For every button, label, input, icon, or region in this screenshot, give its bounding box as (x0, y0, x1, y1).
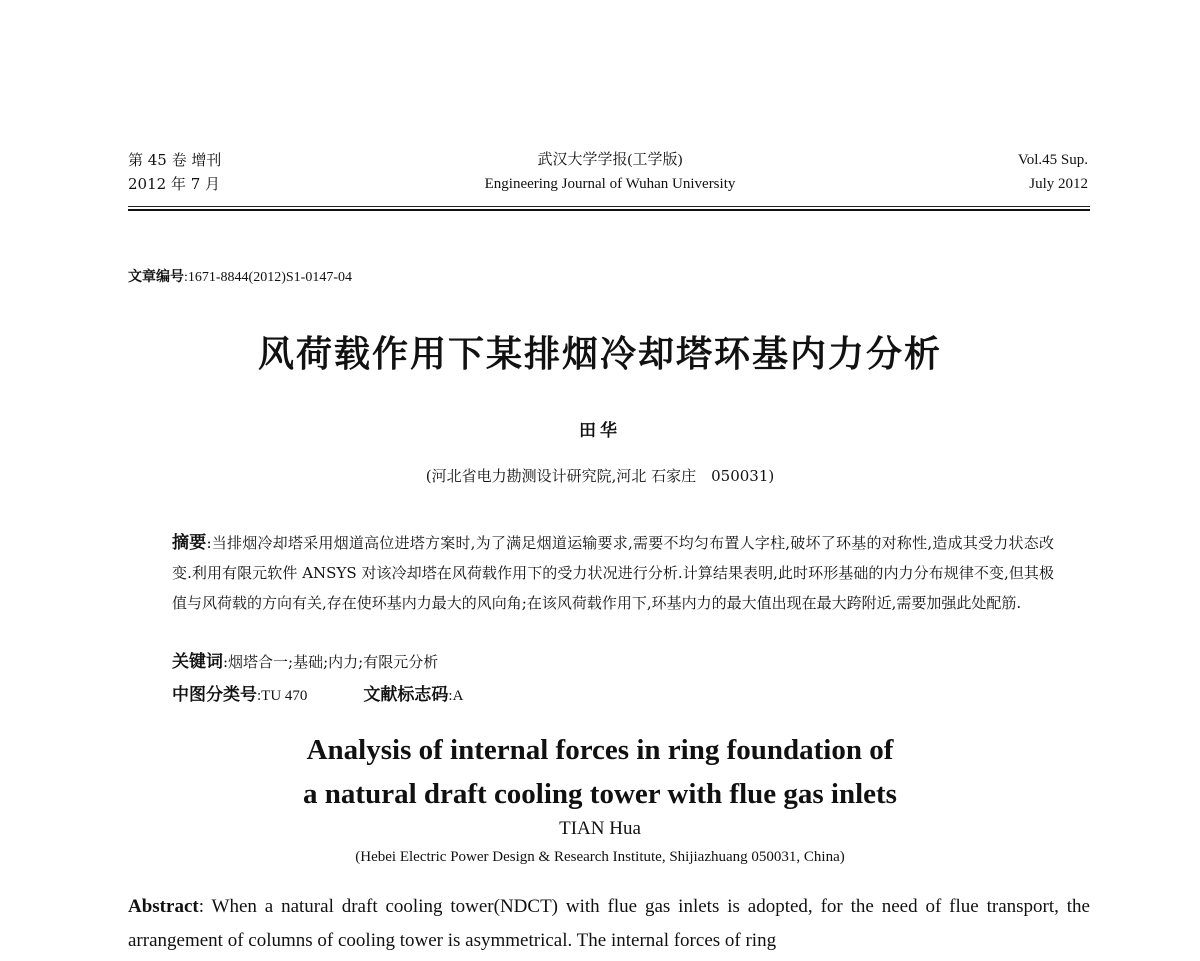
author-cn: 田华 (579, 421, 621, 441)
header-date-en: July 2012 (1029, 176, 1088, 192)
affiliation-en: (Hebei Electric Power Design & Research Institute, Shijiazhuang 050031, China) (355, 849, 845, 865)
classification-line (172, 683, 463, 708)
keywords-cn (172, 650, 438, 674)
header-journal-name (400, 148, 820, 196)
author-en: TIAN Hua (559, 818, 641, 839)
article-number (128, 266, 352, 286)
header-volume: 第 45 卷 增刊 (128, 151, 222, 169)
header-volume-en: Vol.45 Sup. (1017, 152, 1088, 168)
abstract-cn-text: :当排烟冷却塔采用烟道高位进塔方案时,为了满足烟道运输要求,需要不均匀布置人字柱,破坏了环基的对称性,造成其受力状态改变.利用有限元软件 ANSYS 对该冷却塔在风荷载作用下的受力状况进行分析.计算结果表明,此时环形基础的内力分布规律不变,但其极值与风荷载的方向有关,存在使环基内力最大的风向角;在该风荷载作用下,环基内力的最大值出现在最大跨附近,需要加强此处配筋. (172, 534, 1054, 612)
abstract-cn-label: 摘要 (172, 533, 207, 553)
title-en-line2: a natural draft cooling tower with flue gas inlets (303, 778, 897, 810)
abstract-en-label: Abstract (128, 896, 199, 917)
keywords-cn-text: :烟塔合一;基础;内力;有限元分析 (223, 653, 439, 671)
journal-name-cn: 武汉大学学报(工学版) (537, 152, 683, 168)
title-en (0, 728, 1200, 816)
header-volume-info (128, 148, 221, 196)
doc-code-label: 文献标志码 (363, 685, 449, 705)
article-number-label: 文章编号 (128, 269, 184, 285)
abstract-cn (172, 528, 1054, 618)
title-en-line1: Analysis of internal forces in ring foundation of (306, 734, 894, 766)
abstract-en (128, 890, 1090, 958)
class-number-value: :TU 470 (257, 688, 308, 704)
class-number-label: 中图分类号 (172, 685, 257, 705)
affiliation-cn: (河北省电力勘测设计研究院,河北 石家庄 050031) (425, 467, 775, 485)
header-rule-thick (128, 209, 1090, 211)
header-volume-info-en (1018, 148, 1088, 196)
abstract-en-text: : When a natural draft cooling tower(NDCT) with flue gas inlets is adopted, for the need of flue transport, the arrangement of columns of cooling tower is asymmetrical. The internal forces of ring (128, 896, 1090, 951)
article-number-value: :1671-8844(2012)S1-0147-04 (184, 270, 352, 285)
title-cn: 风荷载作用下某排烟冷却塔环基内力分析 (257, 334, 942, 375)
header-rule-thin (128, 206, 1090, 207)
journal-name-en: Engineering Journal of Wuhan University (484, 176, 736, 192)
keywords-cn-label: 关键词 (172, 652, 223, 672)
doc-code-value: :A (448, 688, 464, 704)
header-date-cn: 2012 年 7 月 (128, 175, 221, 193)
